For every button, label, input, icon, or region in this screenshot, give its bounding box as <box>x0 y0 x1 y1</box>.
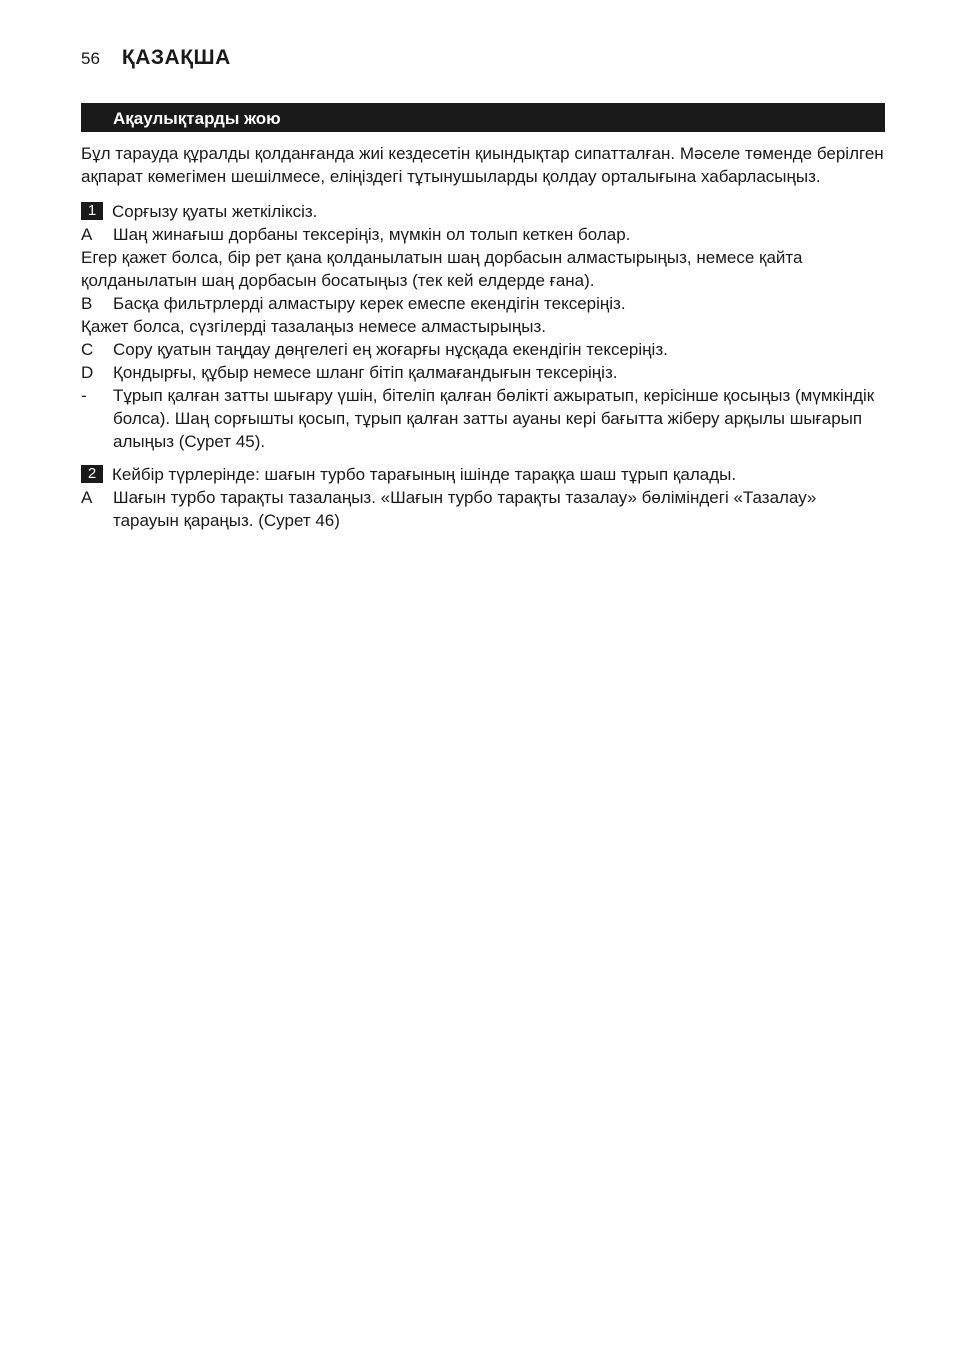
page-header <box>81 46 231 76</box>
list-item <box>81 338 885 361</box>
step-1-heading <box>81 200 885 223</box>
item-marker: C <box>81 340 94 359</box>
list-item <box>81 361 885 384</box>
step-2-heading <box>81 463 885 486</box>
item-text: Шаң жинағыш дорбаны тексеріңіз, мүмкін ол толып кеткен болар. <box>113 225 631 244</box>
list-item <box>81 486 885 532</box>
item-text: Басқа фильтрлерді алмастыру керек емеспе екендігін тексеріңіз. <box>113 294 626 313</box>
page-language-title: ҚАЗАҚША <box>121 46 231 69</box>
step-2 <box>81 463 885 532</box>
item-marker: A <box>81 488 93 507</box>
step-title: Кейбір түрлерінде: шағын турбо тарағының ішінде тараққа шаш тұрып қалады. <box>112 465 737 484</box>
list-item <box>81 315 885 338</box>
item-marker: A <box>81 225 93 244</box>
page-number: 56 <box>81 49 100 68</box>
item-marker: - <box>81 386 87 405</box>
list-item <box>81 384 885 453</box>
section-title: Ақаулықтарды жою <box>113 109 281 128</box>
step-title: Сорғызу қуаты жеткіліксіз. <box>112 202 318 221</box>
item-text: Қажет болса, сүзгілерді тазалаңыз немесе алмастырыңыз. <box>81 317 546 336</box>
item-marker: D <box>81 363 94 382</box>
step-number-badge: 1 <box>81 202 103 220</box>
item-text: Шағын турбо тарақты тазалаңыз. «Шағын турбо тарақты тазалау» бөліміндегі «Тазалау» тарауын қараңыз. (Сурет 46) <box>113 488 817 530</box>
step-1 <box>81 200 885 453</box>
intro-paragraph: Бұл тарауда құралды қолданғанда жиі кездесетін қиындықтар сипатталған. Мәселе төменде берілген ақпарат көмегімен шешілмесе, еліңіздегі тұтынушыларды қолдау орталығына хабарласыңыз. <box>81 144 884 186</box>
list-item <box>81 246 885 292</box>
list-item <box>81 292 885 315</box>
item-marker: B <box>81 294 93 313</box>
item-text: Қондырғы, құбыр немесе шланг бітіп қалмағандығын тексеріңіз. <box>113 363 618 382</box>
item-text: Тұрып қалған затты шығару үшін, бітеліп қалған бөлікті ажыратып, керісінше қосыңыз (мүмкіндік болса). Шаң сорғышты қосып, тұрып қалған затты ауаны кері бағытта жіберу арқылы шығарып алыңыз (Сурет 45). <box>113 386 875 451</box>
section-title-bar <box>81 103 885 132</box>
item-text: Егер қажет болса, бір рет қана қолданылатын шаң дорбасын алмастырыңыз, немесе қайта қолданылатын шаң дорбасын босатыңыз (тек кей елдерде ғана). <box>81 248 803 290</box>
step-number-badge: 2 <box>81 465 103 483</box>
page-content <box>81 142 885 532</box>
item-text: Сору қуатын таңдау дөңгелегі ең жоғарғы нұсқада екендігін тексеріңіз. <box>113 340 668 359</box>
list-item <box>81 223 885 246</box>
